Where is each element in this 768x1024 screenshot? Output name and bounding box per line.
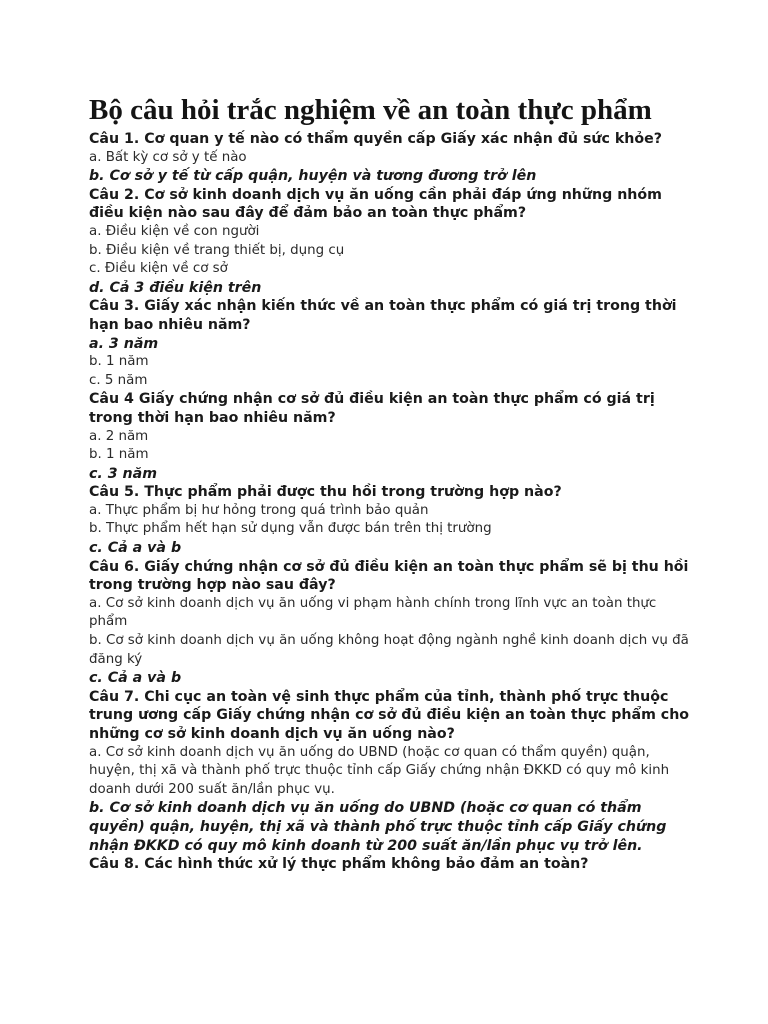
correct-answer: c. 3 năm [89, 465, 158, 482]
question-5: Câu 5. Thực phẩm phải được thu hồi trong trường hợp nào? [89, 484, 562, 501]
question-8: Câu 8. Các hình thức xử lý thực phẩm không bảo đảm an toàn? [89, 856, 589, 873]
correct-answer: a. 3 năm [89, 335, 159, 352]
answer-option: b. Điều kiện về trang thiết bị, dụng cụ [89, 242, 345, 258]
answer-option: b. Thực phẩm hết hạn sử dụng vẫn được bán trên thị trường [89, 521, 492, 537]
quiz-list [89, 130, 698, 874]
answer-option: c. Điều kiện về cơ sở [89, 261, 228, 277]
answer-option: a. Bất kỳ cơ sở y tế nào [89, 149, 247, 165]
answer-option: a. Cơ sở kinh doanh dịch vụ ăn uống do UBND (hoặc cơ quan có thẩm quyền) quận, huyện, thị xã và thành phố trực thuộc tỉnh cấp Giấy chứng nhận ĐKKD có quy mô kinh doanh dưới 200 suất ăn/lần phục vụ. [89, 744, 670, 797]
answer-option: c. 5 năm [89, 372, 148, 388]
question-7: Câu 7. Chi cục an toàn vệ sinh thực phẩm của tỉnh, thành phố trực thuộc trung ương cấp Giấy chứng nhận cơ sở đủ điều kiện an toàn thực phẩm cho những cơ sở kinh doanh dịch vụ ăn uống nào? [89, 688, 690, 742]
answer-option: a. Điều kiện về con người [89, 223, 260, 239]
question-1: Câu 1. Cơ quan y tế nào có thẩm quyền cấp Giấy xác nhận đủ sức khỏe? [89, 131, 662, 147]
document-title: Bộ câu hỏi trắc nghiệm về an toàn thực phẩm [89, 94, 652, 126]
answer-option: b. Cơ sở kinh doanh dịch vụ ăn uống không hoạt động ngành nghề kinh doanh dịch vụ đã đăng ký [89, 633, 689, 667]
correct-answer: c. Cả a và b [89, 670, 182, 687]
correct-answer: c. Cả a và b [89, 540, 182, 557]
question-3: Câu 3. Giấy xác nhận kiến thức về an toàn thực phẩm có giá trị trong thời hạn bao nhiêu năm? [89, 298, 677, 333]
correct-answer: d. Cả 3 điều kiện trên [89, 279, 262, 296]
answer-option: a. Cơ sở kinh doanh dịch vụ ăn uống vi phạm hành chính trong lĩnh vực an toàn thực phẩm [89, 595, 657, 630]
correct-answer: b. Cơ sở kinh doanh dịch vụ ăn uống do UBND (hoặc cơ quan có thẩm quyền) quận, huyện, thị xã và thành phố trực thuộc tỉnh cấp Giấy chứng nhận ĐKKD có quy mô kinh doanh từ 200 suất ăn/lần phục vụ trở lên. [89, 800, 667, 854]
answer-option: a. 2 năm [89, 428, 149, 444]
question-2: Câu 2. Cơ sở kinh doanh dịch vụ ăn uống cần phải đáp ứng những nhóm điều kiện nào sau đây để đảm bảo an toàn thực phẩm? [89, 186, 662, 222]
answer-option: a. Thực phẩm bị hư hỏng trong quá trình bảo quản [89, 502, 429, 518]
question-4: Câu 4 Giấy chứng nhận cơ sở đủ điều kiện an toàn thực phẩm có giá trị trong thời hạn bao nhiêu năm? [89, 391, 655, 426]
question-6: Câu 6. Giấy chứng nhận cơ sở đủ điều kiện an toàn thực phẩm sẽ bị thu hồi trong trường hợp nào sau đây? [89, 558, 689, 594]
answer-option: b. 1 năm [89, 354, 149, 370]
answer-option: b. 1 năm [89, 447, 149, 463]
correct-answer: b. Cơ sở y tế từ cấp quận, huyện và tương đương trở lên [89, 168, 537, 185]
